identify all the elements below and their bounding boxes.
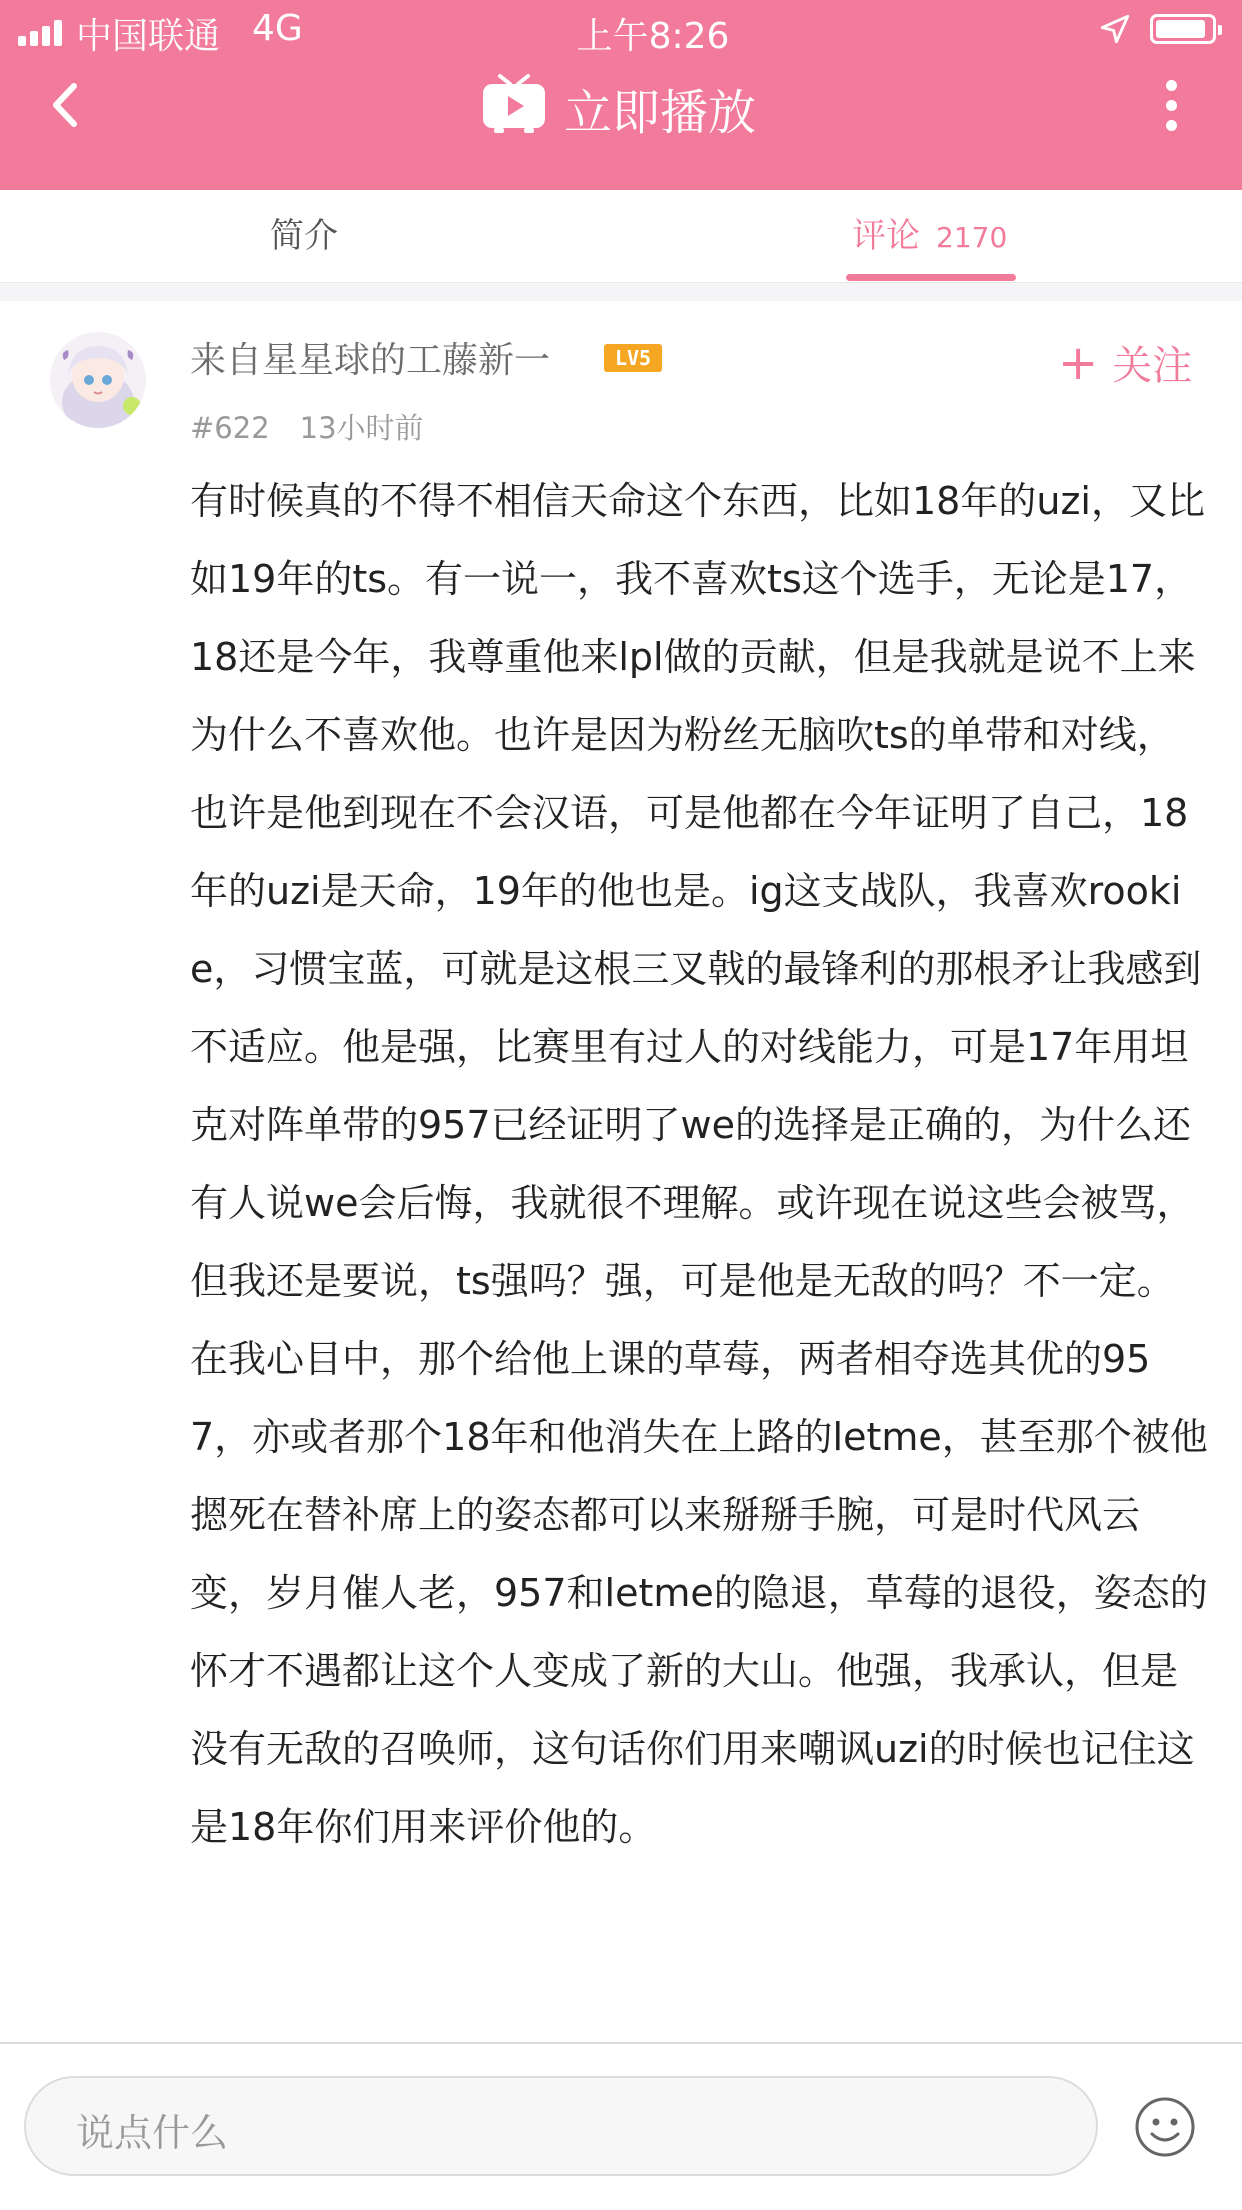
- plus-icon: +: [1058, 335, 1099, 391]
- section-divider: [0, 283, 1242, 301]
- follow-label: 关注: [1112, 343, 1193, 389]
- active-tab-indicator: [846, 274, 1016, 281]
- tab-intro[interactable]: [270, 190, 338, 282]
- tab-bar: [0, 190, 1242, 283]
- app-header: [0, 0, 1242, 190]
- location-arrow-icon: [1098, 12, 1132, 46]
- battery-icon: [1150, 14, 1216, 44]
- battery-level: [1156, 20, 1205, 38]
- comment-floor: #622: [190, 411, 270, 445]
- tab-comments-label: 评论: [852, 216, 920, 256]
- emoji-icon[interactable]: [1134, 2096, 1196, 2158]
- comment-input-placeholder: 说点什么: [76, 2111, 229, 2155]
- comment-input[interactable]: [24, 2076, 1098, 2176]
- comment-input-bar: [0, 2042, 1242, 2210]
- more-options-button[interactable]: [1150, 76, 1194, 136]
- network-type: 4G: [252, 8, 303, 49]
- signal-strength-icon: [18, 18, 68, 46]
- status-bar: [0, 0, 1242, 62]
- tv-play-icon: [480, 74, 548, 134]
- carrier-name: 中国联通: [76, 16, 221, 57]
- tab-intro-label: 简介: [270, 216, 338, 256]
- level-badge: LV5: [604, 344, 662, 372]
- comment-count: 2170: [936, 221, 1008, 254]
- avatar[interactable]: [50, 332, 146, 428]
- comment-content: 有时候真的不得不相信天命这个东西，比如18年的uzi，又比如19年的ts。有一说一，我不喜欢ts这个选手，无论是17，18还是今年，我尊重他来lpl做的贡献，但是我就是说不上来为什么不喜欢他。也许是因为粉丝无脑吹ts的单带和对线，也许是他到现在不会汉语，可是他都在今年证明了自己，18年的uzi是天命，19年的他也是。ig这支战队，我喜欢rookie，习惯宝蓝，可就是这根三叉戟的最锋利的那根矛让我感到不适应。他是强，比赛里有过人的对线能力，可是17年用坦克对阵单带的957已经证明了we的选择是正确的，为什么还有人说we会后悔，我就很不理解。或许现在说这些会被骂，但我还是要说，ts强吗？强，可是他是无敌的吗？不一定。在我心目中，那个给他上课的草莓，两者相夺选其优的957，亦或者那个18年和他消失在上路的letme，甚至那个被他摁死在替补席上的姿态都可以来掰掰手腕，可是时代风云变，岁月催人老，957和letme的隐退，草莓的退役，姿态的怀才不遇都让这个人变成了新的大山。他强，我承认，但是没有无敌的召唤师，这句话你们用来嘲讽uzi的时候也记住这是18年你们用来评价他的。: [190, 479, 1208, 1849]
- follow-button[interactable]: [1058, 334, 1192, 391]
- comment-username[interactable]: 来自星星球的工藤新一: [190, 340, 551, 381]
- comment-time: 13小时前: [299, 411, 424, 445]
- status-time: 上午8:26: [576, 16, 730, 57]
- comment-meta: [190, 406, 424, 447]
- tab-comments[interactable]: [852, 190, 1007, 282]
- back-button[interactable]: [40, 72, 100, 138]
- page-title: 立即播放: [564, 85, 757, 141]
